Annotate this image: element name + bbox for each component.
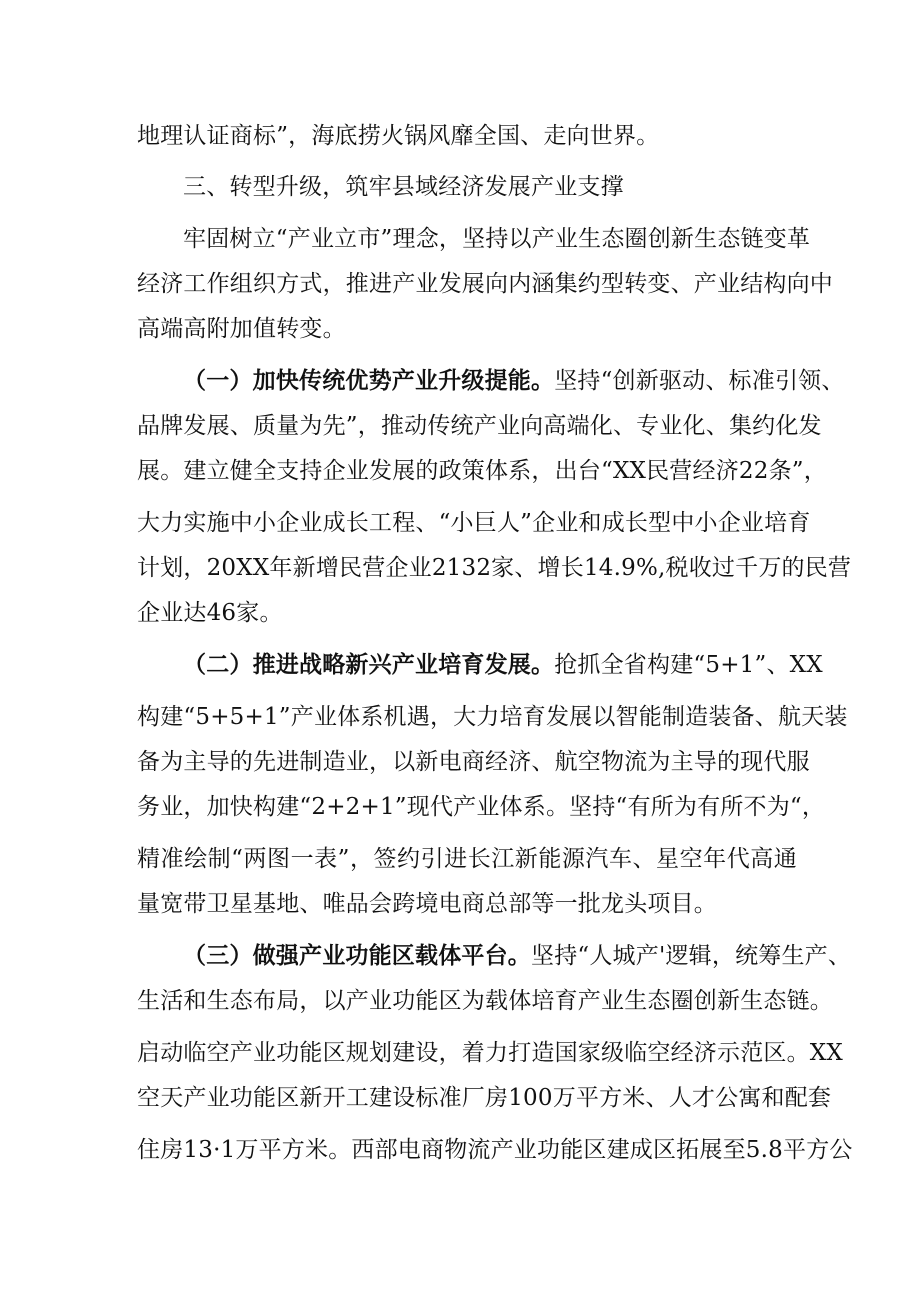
paragraph-line: 启动临空产业功能区规划建设，着力打造国家级临空经济示范区。XX: [137, 1040, 843, 1066]
paragraph-line: 精准绘制“两图一表”，签约引进长江新能源汽车、星空年代高通: [137, 846, 797, 872]
paragraph-line: 住房13·1万平方米。西部电商物流产业功能区建成区拓展至5.8平方公: [137, 1137, 853, 1163]
subsection-heading: （三）做强产业功能区载体平台。: [183, 942, 531, 969]
subsection-text: 坚持“人城产'逻辑，统筹生产、: [531, 943, 852, 969]
paragraph-line: 企业达46家。: [137, 600, 283, 626]
subsection-line: [183, 941, 852, 971]
paragraph-line: 空天产业功能区新开工建设标准厂房100万平方米、人才公寓和配套: [137, 1085, 832, 1111]
subsection-line: [183, 366, 845, 396]
paragraph-line: 备为主导的先进制造业，以新电商经济、航空物流为主导的现代服: [137, 749, 810, 775]
paragraph-line: 品牌发展、质量为先”，推动传统产业向高端化、专业化、集约化发: [137, 413, 822, 439]
subsection-heading: （二）推进战略新兴产业培育发展。: [183, 651, 555, 678]
paragraph-line: 经济工作组织方式，推进产业发展向内涵集约型转变、产业结构向中: [137, 271, 833, 297]
paragraph-line: 务业，加快构建“2+2+1”现代产业体系。坚持“有所为有所不为“，: [137, 794, 826, 820]
paragraph-line: 展。建立健全支持企业发展的政策体系，出台“XX民营经济22条”，: [137, 458, 827, 484]
subsection-heading: （一）加快传统优势产业升级提能。: [183, 367, 555, 394]
paragraph-line: 构建“5+5+1”产业体系机遇，大力培育发展以智能制造装备、航天装: [137, 704, 848, 730]
subsection-text: 抢抓全省构建“5+1”、XX: [554, 652, 823, 678]
paragraph-line: 高端高附加值转变。: [137, 316, 346, 342]
paragraph-line: 牢固树立“产业立市”理念，坚持以产业生态圈创新生态链变革: [183, 226, 811, 252]
subsection-line: [183, 650, 823, 680]
paragraph-line: 计划，20XX年新增民营企业2132家、增长14.9%,税收过千万的民营: [137, 555, 852, 581]
paragraph-line: 生活和生态布局，以产业功能区为载体培育产业生态圈创新生态链。: [137, 988, 833, 1014]
paragraph-line: 大力实施中小企业成长工程、“小巨人”企业和成长型中小企业培育: [137, 510, 811, 536]
paragraph-line: 量宽带卫星基地、唯品会跨境电商总部等一批龙头项目。: [137, 891, 717, 917]
subsection-text: 坚持“创新驱动、标准引领、: [554, 368, 845, 394]
paragraph-line: 地理认证商标”，海底捞火锅风靡全国、走向世界。: [137, 123, 660, 149]
section-heading: 三、转型升级，筑牢县域经济发展产业支撑: [183, 174, 624, 200]
